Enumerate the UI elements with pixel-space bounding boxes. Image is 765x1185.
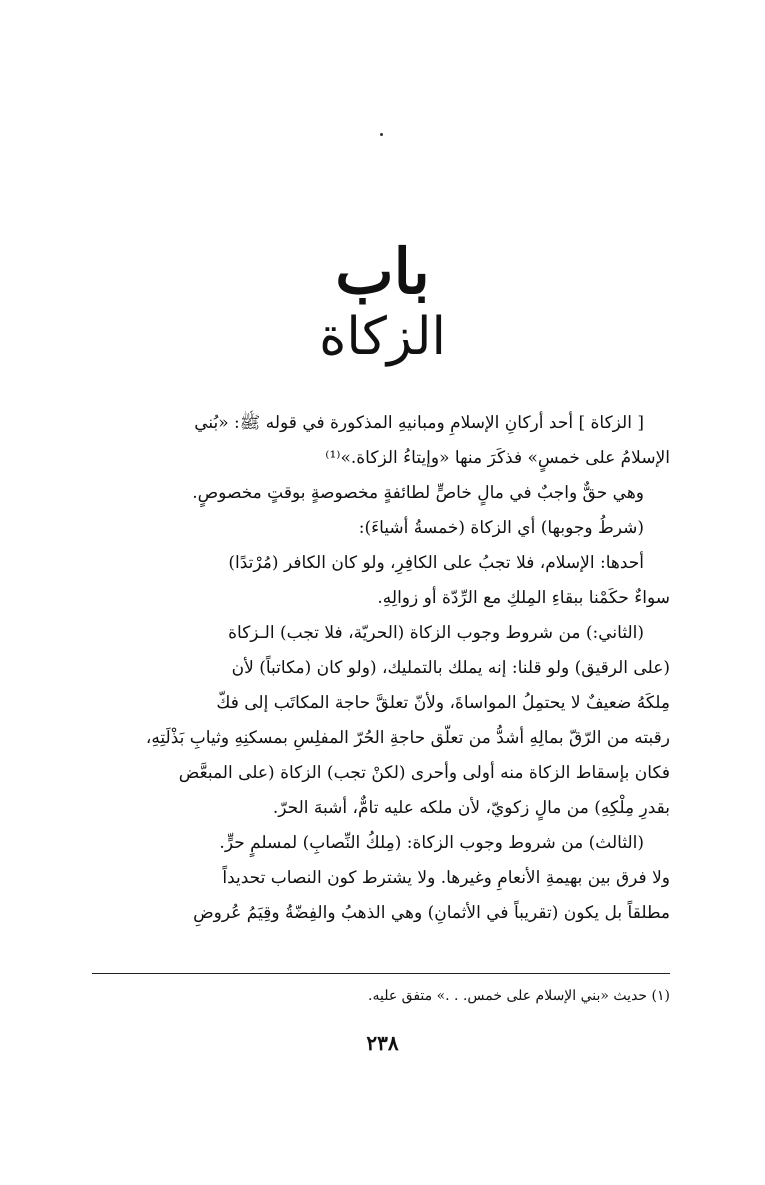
text-line: الإسلامُ على خمسٍ» فذكَرَ منها «وإيتاءُ الزكاة.»⁽¹⁾ [325,448,670,468]
text-line: (على الرقيق) ولو قلنا: إنه يملك بالتمليك، (ولو كان (مكاتباً) لأن [231,658,670,678]
text-line: (الثالث) من شروط وجوب الزكاة: (مِلكُ النِّصابِ) لمسلمٍ حرٍّ. [219,833,644,853]
top-mark [380,133,383,136]
text-line: [ الزكاة ] أحد أركانِ الإسلامِ ومبانيهِ المذكورة في قوله ﷺ: «بُني [194,413,644,433]
page-number: ٢٣٨ [366,1031,399,1055]
chapter-title: الزكاة [319,307,446,367]
text-line: مِلكَهُ ضعيفٌ لا يحتمِلُ المواساةَ، ولأنّ تعلقَّ حاجة المكاتَب إلى فكّ [216,693,670,713]
text-line: ولا فرق بين بهيمةِ الأنعامِ وغيرها. ولا يشترط كون النصاب تحديداً [222,868,670,888]
text-line: مطلقاً بل يكون (تقريباً في الأثمانِ) وهي الذهبُ والفِضّةُ وقِيَمُ عُروضِ [193,903,670,923]
text-line: وهي حقٌّ واجبٌ في مالٍ خاصٍّ لطائفةٍ مخصوصةٍ بوقتٍ مخصوصٍ. [192,483,644,503]
text-line: أحدها: الإسلام، فلا تجبُ على الكافِرِ، ولو كان الكافر (مُرْتدًا) [228,553,644,573]
text-line: سواءٌ حكَمْنا ببقاءِ المِلكِ مع الرِّدّة أو زوالِهِ. [377,588,670,608]
footnote-divider [92,973,670,974]
footnote: (١) حديث «بني الإسلام على خمس. . .» متفق عليه. [368,988,670,1004]
body-text [92,406,670,931]
text-line: (الثاني:) من شروط وجوب الزكاة (الحريّة، فلا تجب) الـزكاة [228,623,644,643]
text-line: رقبته من الرّقّ بمالِهِ أشدُّ من تعلّق حاجةِ الحُرّ المفلِسِ بمسكنِهِ وثيابِ بَذْلَتِهِ، [145,728,670,748]
text-line: (شرطُ وجوبها) أي الزكاة (خمسةُ أشياءَ): [358,518,644,538]
text-line: بقدرِ مِلْكِهِ) من مالٍ زكويّ، لأن ملكه عليه تامٌّ، أشبهَ الحرّ. [272,798,670,818]
chapter-heading: باب [335,235,430,308]
text-line: فكان بإسقاط الزكاة منه أولى وأحرى (لكنْ تجب) الزكاة (على المبعَّض [178,763,670,783]
